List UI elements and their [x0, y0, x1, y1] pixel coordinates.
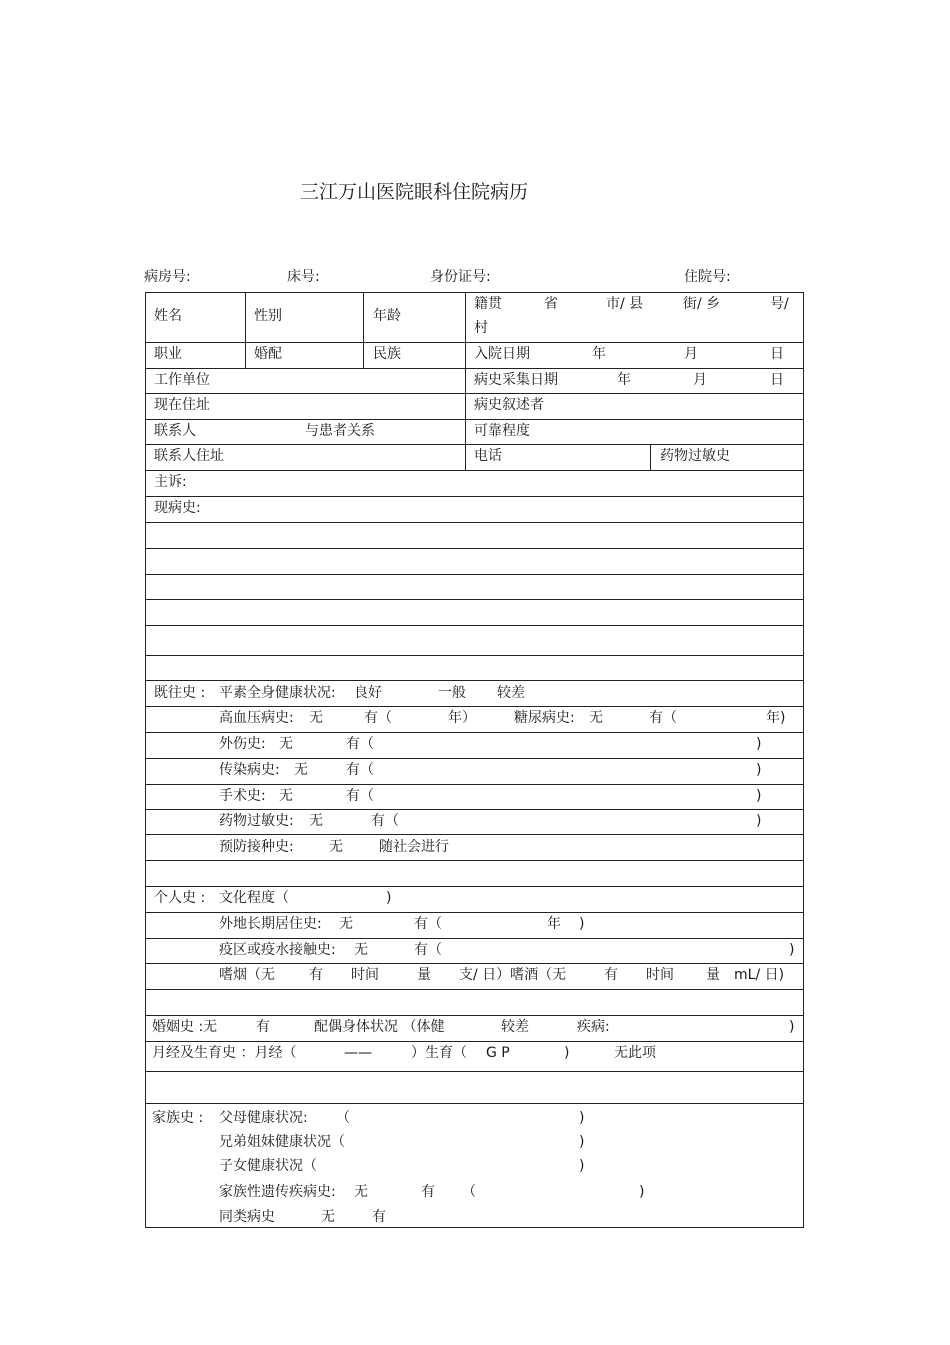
- native-village: 村: [474, 320, 488, 336]
- spouse-poor: 较差: [501, 1019, 529, 1035]
- hereditary-no: 无: [354, 1184, 368, 1200]
- education-label: 文化程度（: [219, 890, 289, 906]
- hereditary-yes: 有: [421, 1184, 435, 1200]
- work-unit-label: 工作单位: [154, 372, 210, 388]
- reliability-label: 可靠程度: [474, 423, 530, 439]
- general-poor: 较差: [497, 685, 525, 701]
- page-title: 三江万山医院眼科住院病历: [300, 181, 529, 203]
- siblings-close: ): [579, 1134, 585, 1150]
- native-street: 街/ 乡: [683, 296, 721, 312]
- id-no-label: 身份证号:: [430, 269, 491, 285]
- occupation-label: 职业: [154, 346, 182, 362]
- ethnicity-label: 民族: [373, 346, 401, 362]
- marriage-label: 婚姻史 :无: [152, 1019, 218, 1035]
- drink-label: 支/ 日）嗜酒（无: [459, 967, 567, 983]
- infectious-no: 无: [294, 762, 308, 778]
- menstrual-dash: ——: [344, 1045, 372, 1061]
- epidemic-close: ): [789, 942, 795, 958]
- past-history-label: 既往史 :: [154, 685, 206, 701]
- drink-yes: 有: [604, 967, 618, 983]
- general-fair: 一般: [438, 685, 466, 701]
- vaccine-no: 无: [329, 839, 343, 855]
- marriage-close: ): [789, 1019, 795, 1035]
- drink-amount: 量: [706, 967, 720, 983]
- address-label: 现在住址: [154, 397, 210, 413]
- epidemic-label: 疫区或疫水接触史:: [219, 942, 336, 958]
- ward-no-label: 病房号:: [144, 269, 191, 285]
- epidemic-yes: 有（: [414, 942, 442, 958]
- present-illness-label: 现病史:: [154, 500, 201, 516]
- smoke-time: 时间: [351, 967, 379, 983]
- vaccine-label: 预防接种史:: [219, 839, 294, 855]
- residence-yes: 有（: [414, 916, 442, 932]
- menstrual-label: 月经及生育史 ：月经（: [152, 1045, 297, 1061]
- phone-label: 电话: [474, 448, 502, 464]
- trauma-no: 无: [279, 736, 293, 752]
- allergy-label: 药物过敏史:: [219, 813, 294, 829]
- similar-no: 无: [321, 1209, 335, 1225]
- name-label: 姓名: [154, 308, 182, 324]
- general-health-label: 平素全身健康状况:: [219, 685, 336, 701]
- surgery-yes: 有（: [346, 788, 374, 804]
- surgery-no: 无: [279, 788, 293, 804]
- birth-label: ）生育（: [411, 1045, 467, 1061]
- similar-disease-label: 同类病史: [219, 1209, 275, 1225]
- hypertension-no: 无: [309, 710, 323, 726]
- diabetes-yes: 有（: [649, 710, 677, 726]
- residence-no: 无: [339, 916, 353, 932]
- trauma-label: 外伤史:: [219, 736, 266, 752]
- hereditary-close: ): [639, 1184, 645, 1200]
- spouse-health: 配偶身体状况 （体健: [314, 1019, 445, 1035]
- narrator-label: 病史叙述者: [474, 397, 544, 413]
- diabetes-no: 无: [589, 710, 603, 726]
- trauma-yes: 有（: [346, 736, 374, 752]
- parents-health-label: 父母健康状况:: [219, 1110, 308, 1126]
- hypertension-year: 年）: [448, 710, 476, 726]
- hypertension-yes: 有（: [364, 710, 392, 726]
- native-province: 省: [544, 296, 558, 312]
- drug-allergy-label: 药物过敏史: [660, 448, 730, 464]
- admission-no-label: 住院号:: [684, 269, 731, 285]
- admit-date-label: 入院日期: [474, 346, 530, 362]
- smoke-yes: 有: [309, 967, 323, 983]
- smoke-amount: 量: [417, 967, 431, 983]
- allergy-yes: 有（: [371, 813, 399, 829]
- marital-label: 婚配: [254, 346, 282, 362]
- diabetes-label: 糖尿病史:: [514, 710, 575, 726]
- children-health-label: 子女健康状况（: [219, 1158, 317, 1174]
- history-date-label: 病史采集日期: [474, 372, 558, 388]
- contact-label: 联系人: [154, 423, 196, 439]
- infectious-label: 传染病史:: [219, 762, 280, 778]
- trauma-close: ): [756, 736, 762, 752]
- medical-record-form: [145, 292, 804, 1228]
- relation-label: 与患者关系: [305, 423, 375, 439]
- siblings-health-label: 兄弟姐妹健康状况（: [219, 1134, 345, 1150]
- family-history-label: 家族史 :: [152, 1110, 204, 1126]
- smoke-label: 嗜烟（无: [219, 967, 275, 983]
- hereditary-label: 家族性遗传疾病史:: [219, 1184, 336, 1200]
- residence-label: 外地长期居住史:: [219, 916, 322, 932]
- contact-address-label: 联系人住址: [154, 448, 224, 464]
- sex-label: 性别: [254, 308, 282, 324]
- drink-unit: mL/ 日): [734, 967, 785, 983]
- native-label: 籍贯: [474, 296, 502, 312]
- allergy-no: 无: [309, 813, 323, 829]
- infectious-close: ): [756, 762, 762, 778]
- epidemic-no: 无: [354, 942, 368, 958]
- admit-day: 日: [770, 346, 784, 362]
- history-day: 日: [770, 372, 784, 388]
- drink-time: 时间: [646, 967, 674, 983]
- admit-month: 月: [684, 346, 698, 362]
- age-label: 年龄: [373, 308, 401, 324]
- birth-gp: G P: [486, 1045, 510, 1061]
- menstrual-close: ): [564, 1045, 570, 1061]
- infectious-yes: 有（: [346, 762, 374, 778]
- menstrual-none: 无此项: [614, 1045, 656, 1061]
- history-year: 年: [617, 372, 631, 388]
- spouse-disease: 疾病:: [577, 1019, 610, 1035]
- children-close: ): [579, 1158, 585, 1174]
- hypertension-label: 高血压病史:: [219, 710, 294, 726]
- native-number: 号/: [770, 296, 789, 312]
- residence-year: 年: [547, 916, 561, 932]
- education-close: ): [386, 890, 392, 906]
- surgery-close: ): [756, 788, 762, 804]
- bed-no-label: 床号:: [287, 269, 320, 285]
- parents-close: ): [579, 1110, 585, 1126]
- diabetes-year: 年): [766, 710, 786, 726]
- admit-year: 年: [592, 346, 606, 362]
- marriage-yes: 有: [256, 1019, 270, 1035]
- vaccine-social: 随社会进行: [379, 839, 449, 855]
- native-city: 市/ 县: [606, 296, 644, 312]
- chief-complaint-label: 主诉:: [154, 474, 187, 490]
- residence-close: ): [579, 916, 585, 932]
- allergy-close: ): [756, 813, 762, 829]
- history-month: 月: [693, 372, 707, 388]
- personal-history-label: 个人史 :: [154, 890, 206, 906]
- parents-open: （: [336, 1110, 350, 1126]
- general-good: 良好: [354, 685, 382, 701]
- surgery-label: 手术史:: [219, 788, 266, 804]
- similar-yes: 有: [372, 1209, 386, 1225]
- hereditary-open: （: [462, 1184, 476, 1200]
